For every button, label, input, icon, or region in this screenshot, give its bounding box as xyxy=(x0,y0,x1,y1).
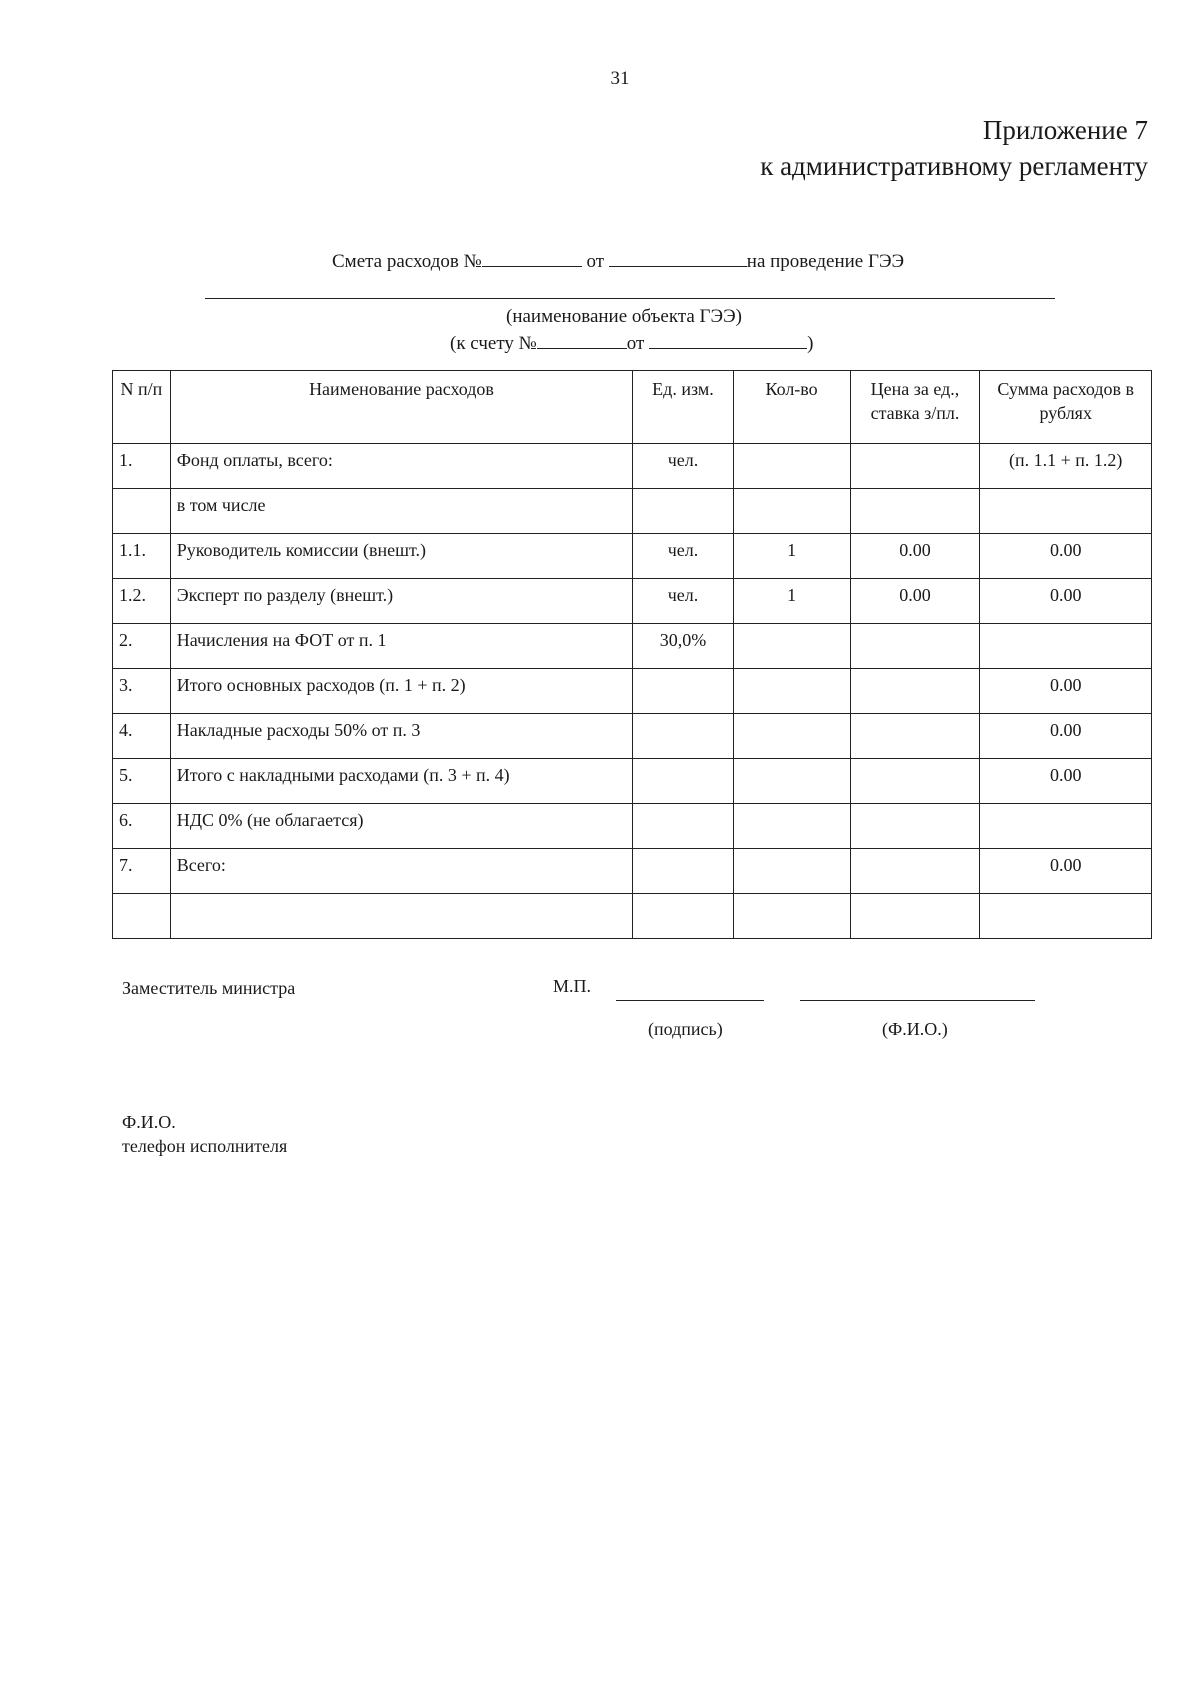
cell-num: 5. xyxy=(113,759,171,804)
cell-unit: чел. xyxy=(633,444,733,489)
cell-num: 6. xyxy=(113,804,171,849)
cell-price xyxy=(850,669,980,714)
cell-unit xyxy=(633,804,733,849)
cell-sum xyxy=(980,894,1152,939)
cell-sum: 0.00 xyxy=(980,759,1152,804)
cell-sum: 0.00 xyxy=(980,849,1152,894)
invoice-from: от xyxy=(626,333,645,354)
header-price: Цена за ед., ставка з/пл. xyxy=(850,371,980,444)
cell-qty xyxy=(733,669,850,714)
cell-name: Накладные расходы 50% от п. 3 xyxy=(170,714,633,759)
table-row xyxy=(113,669,1152,714)
cell-name: Эксперт по разделу (внешт.) xyxy=(170,579,633,624)
cell-name: Фонд оплаты, всего: xyxy=(170,444,633,489)
cell-qty xyxy=(733,624,850,669)
cell-name: Всего: xyxy=(170,849,633,894)
table-row xyxy=(113,714,1152,759)
cell-name: Руководитель комиссии (внешт.) xyxy=(170,534,633,579)
cell-num: 1. xyxy=(113,444,171,489)
cell-unit xyxy=(633,759,733,804)
cell-name xyxy=(170,894,633,939)
cell-num: 4. xyxy=(113,714,171,759)
cell-unit xyxy=(633,714,733,759)
cell-price xyxy=(850,444,980,489)
cell-sum xyxy=(980,624,1152,669)
cell-qty xyxy=(733,759,850,804)
cell-name: в том числе xyxy=(170,489,633,534)
cell-name: Итого с накладными расходами (п. 3 + п. 4) xyxy=(170,759,633,804)
object-name-line xyxy=(205,298,1055,299)
cell-unit: 30,0% xyxy=(633,624,733,669)
header-qty: Кол-во xyxy=(733,371,850,444)
cell-num: 7. xyxy=(113,849,171,894)
estimate-date-blank xyxy=(609,248,747,267)
cell-qty xyxy=(733,714,850,759)
invoice-prefix: (к счету № xyxy=(450,333,537,354)
table-row xyxy=(113,849,1152,894)
table-row xyxy=(113,804,1152,849)
estimate-title xyxy=(332,248,904,273)
table-row xyxy=(113,444,1152,489)
appendix-subtitle: к административному регламенту xyxy=(760,151,1148,181)
cell-unit xyxy=(633,894,733,939)
cell-qty: 1 xyxy=(733,579,850,624)
cell-qty xyxy=(733,849,850,894)
header-sum: Сумма расходов в рублях xyxy=(980,371,1152,444)
invoice-date-blank xyxy=(649,330,807,349)
cell-price xyxy=(850,714,980,759)
cell-price xyxy=(850,624,980,669)
cell-price xyxy=(850,759,980,804)
signer-position: Заместитель министра xyxy=(122,978,296,998)
cell-name: Начисления на ФОТ от п. 1 xyxy=(170,624,633,669)
appendix-header xyxy=(760,112,1148,184)
object-name-caption: (наименование объекта ГЭЭ) xyxy=(506,306,742,327)
stamp-label: М.П. xyxy=(553,976,592,996)
cell-qty xyxy=(733,489,850,534)
page-number: 31 xyxy=(610,68,630,89)
cell-sum: 0.00 xyxy=(980,534,1152,579)
cell-num: 1.1. xyxy=(113,534,171,579)
full-name-line xyxy=(800,1000,1035,1001)
cell-num: 3. xyxy=(113,669,171,714)
cell-qty: 1 xyxy=(733,534,850,579)
signature-line xyxy=(616,1000,764,1001)
table-row xyxy=(113,759,1152,804)
table-row xyxy=(113,894,1152,939)
estimate-table xyxy=(112,370,1152,939)
header-num: N п/п xyxy=(113,371,171,444)
executor-phone-label: телефон исполнителя xyxy=(122,1136,288,1156)
table-row xyxy=(113,579,1152,624)
cell-qty xyxy=(733,804,850,849)
cell-unit xyxy=(633,669,733,714)
signature-caption: (подпись) xyxy=(648,1019,723,1039)
cell-name: НДС 0% (не облагается) xyxy=(170,804,633,849)
executor-contact xyxy=(122,1110,287,1158)
invoice-close: ) xyxy=(807,333,814,354)
cell-price: 0.00 xyxy=(850,579,980,624)
estimate-number-blank xyxy=(482,248,582,267)
cell-price xyxy=(850,804,980,849)
cell-unit: чел. xyxy=(633,579,733,624)
estimate-title-suffix: на проведение ГЭЭ xyxy=(746,251,905,272)
table-row xyxy=(113,534,1152,579)
cell-unit xyxy=(633,849,733,894)
cell-sum: 0.00 xyxy=(980,579,1152,624)
table-header-row xyxy=(113,371,1152,444)
header-unit: Ед. изм. xyxy=(633,371,733,444)
cell-num xyxy=(113,894,171,939)
cell-qty xyxy=(733,444,850,489)
cell-price: 0.00 xyxy=(850,534,980,579)
invoice-line xyxy=(450,330,813,355)
cell-name: Итого основных расходов (п. 1 + п. 2) xyxy=(170,669,633,714)
cell-price xyxy=(850,489,980,534)
cell-sum xyxy=(980,489,1152,534)
table-row xyxy=(113,624,1152,669)
table-row xyxy=(113,489,1152,534)
cell-num xyxy=(113,489,171,534)
cell-unit xyxy=(633,489,733,534)
header-name: Наименование расходов xyxy=(170,371,633,444)
cell-qty xyxy=(733,894,850,939)
cell-sum: (п. 1.1 + п. 1.2) xyxy=(980,444,1152,489)
executor-name-label: Ф.И.О. xyxy=(122,1112,176,1132)
cell-sum: 0.00 xyxy=(980,669,1152,714)
estimate-title-prefix: Смета расходов № xyxy=(332,251,482,272)
cell-num: 2. xyxy=(113,624,171,669)
full-name-caption: (Ф.И.О.) xyxy=(882,1019,948,1039)
cell-price xyxy=(850,894,980,939)
appendix-title: Приложение 7 xyxy=(982,115,1148,145)
cell-sum: 0.00 xyxy=(980,714,1152,759)
cell-unit: чел. xyxy=(633,534,733,579)
cell-sum xyxy=(980,804,1152,849)
invoice-number-blank xyxy=(537,330,627,349)
cell-num: 1.2. xyxy=(113,579,171,624)
cell-price xyxy=(850,849,980,894)
estimate-title-from: от xyxy=(586,251,605,272)
